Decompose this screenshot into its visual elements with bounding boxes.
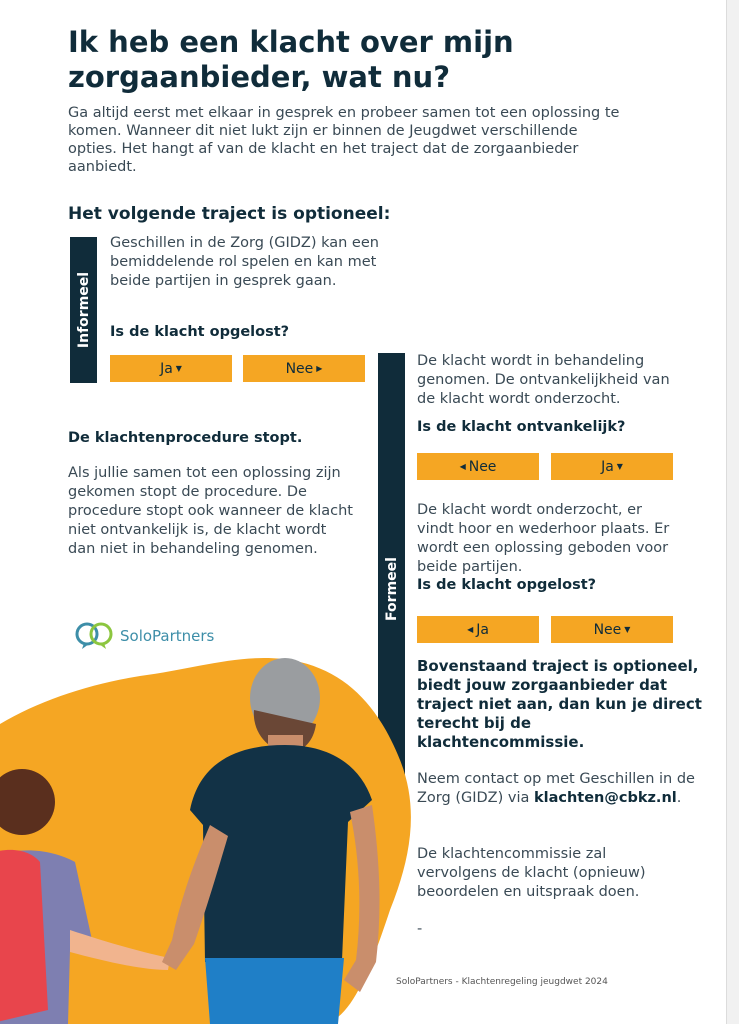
informeel-yes-label: Ja [160,360,173,377]
informeel-no-button[interactable] [243,355,365,382]
formeel-yes-label-2: Ja [476,621,489,638]
informeel-bar [70,237,97,383]
page-title: Ik heb een klacht over mijn zorgaanbieder, wat nu? [68,25,514,94]
formeel-text-1: De klacht wordt in behandeling genomen. De ontvankelijkheid van de klacht wordt onderzocht. [417,353,670,407]
trailing-dash: - [417,921,423,937]
footer-text: SoloPartners - Klachtenregeling jeugdwet 2024 [396,977,608,987]
formeel-text-2: De klacht wordt onderzocht, er vindt hoor en wederhoor plaats. Er wordt een oplossing geboden voor beide partijen. [417,502,670,575]
formeel-no-label-1: Nee [468,458,497,475]
people-illustration [0,640,423,1024]
formeel-no-button-1[interactable] [417,453,539,480]
formeel-yes-label-1: Ja [601,458,614,475]
final-text: De klachtencommissie zal vervolgens de klacht (opnieuw) beoordelen en uitspraak doen. [417,846,646,900]
section-subtitle: Het volgende traject is optioneel: [68,204,391,224]
logo-text: SoloPartners [120,627,215,645]
contact-text [417,770,702,808]
intro-paragraph: Ga altijd eerst met elkaar in gesprek en probeer samen tot een oplossing te komen. Wanneer dit niet lukt zijn er binnen de Jeugdwet verschillende opties. Het hangt af van de klacht en het traject dat de zorgaanbieder aanbiedt. [68,105,620,175]
formeel-label: Formeel [383,557,400,621]
caret-left-icon: ◀ [467,624,474,634]
formeel-no-button-2[interactable] [551,616,673,643]
stop-text: Als jullie samen tot een oplossing zijn gekomen stopt de procedure. De procedure stopt ook wanneer de klacht niet ontvankelijk is, de klacht wordt dan niet in behandeling genomen. [68,465,353,557]
formeel-no-label-2: Nee [593,621,622,638]
formeel-question-2: Is de klacht opgelost? [417,577,597,593]
caret-down-icon: ▼ [624,624,631,634]
informeel-text: Geschillen in de Zorg (GIDZ) kan een bemiddelende rol spelen en kan met beide partijen in gesprek gaan. [110,235,379,289]
email-link[interactable]: klachten@cbkz.nl [533,790,677,806]
optional-note: Bovenstaand traject is optioneel, biedt jouw zorgaanbieder dat traject niet aan, dan kun je direct terecht bij de klachtencommissie. [417,657,702,751]
email-suffix: . [676,790,682,806]
caret-down-icon: ▼ [616,461,623,471]
speech-bubbles-icon [74,622,114,650]
formeel-yes-button-2[interactable] [417,616,539,643]
informeel-yes-button[interactable] [110,355,232,382]
informeel-label: Informeel [75,271,92,349]
informeel-question: Is de klacht opgelost? [110,324,290,340]
formeel-question-1: Is de klacht ontvankelijk? [417,419,626,435]
caret-left-icon: ◀ [459,461,466,471]
caret-right-icon: ▶ [316,363,323,373]
informeel-no-label: Nee [285,360,314,377]
stop-heading: De klachtenprocedure stopt. [68,430,303,446]
caret-down-icon: ▼ [175,363,182,373]
page-edge [726,0,739,1024]
contact-text-lead: Neem contact op met Geschillen in de Zorg (GIDZ) via [417,771,695,806]
formeel-yes-button-1[interactable] [551,453,673,480]
solopartners-logo [74,622,214,650]
